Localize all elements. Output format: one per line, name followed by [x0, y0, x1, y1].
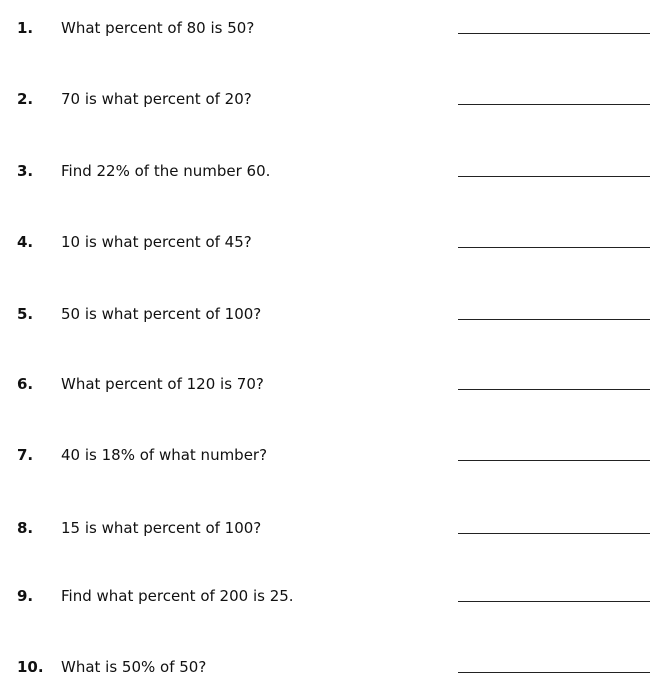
answer-blank[interactable] — [458, 104, 650, 105]
question-text: Find what percent of 200 is 25. — [61, 587, 294, 605]
answer-blank[interactable] — [458, 33, 650, 34]
answer-blank[interactable] — [458, 672, 650, 673]
answer-blank[interactable] — [458, 247, 650, 248]
question-row-9 — [0, 585, 665, 609]
question-number: 8. — [17, 519, 34, 537]
question-text: What percent of 120 is 70? — [61, 375, 264, 393]
question-row-2 — [0, 88, 665, 112]
answer-blank[interactable] — [458, 389, 650, 390]
question-row-8 — [0, 517, 665, 541]
question-number: 7. — [17, 446, 34, 464]
question-text: 40 is 18% of what number? — [61, 446, 268, 464]
answer-blank[interactable] — [458, 319, 650, 320]
question-text: 15 is what percent of 100? — [61, 519, 262, 537]
question-row-6 — [0, 373, 665, 397]
answer-blank[interactable] — [458, 460, 650, 461]
question-number: 4. — [17, 233, 34, 251]
question-text: 10 is what percent of 45? — [61, 233, 252, 251]
question-text: 70 is what percent of 20? — [61, 90, 252, 108]
question-number: 3. — [17, 162, 34, 180]
question-text: What is 50% of 50? — [61, 658, 207, 676]
question-number: 10. — [17, 658, 44, 676]
question-row-4 — [0, 231, 665, 255]
answer-blank[interactable] — [458, 601, 650, 602]
question-row-1 — [0, 17, 665, 41]
question-row-3 — [0, 160, 665, 184]
question-text: What percent of 80 is 50? — [61, 19, 255, 37]
question-text: Find 22% of the number 60. — [61, 162, 271, 180]
question-row-10 — [0, 656, 665, 680]
question-row-5 — [0, 303, 665, 327]
question-text: 50 is what percent of 100? — [61, 305, 262, 323]
question-number: 9. — [17, 587, 34, 605]
question-number: 6. — [17, 375, 34, 393]
question-row-7 — [0, 444, 665, 468]
answer-blank[interactable] — [458, 533, 650, 534]
answer-blank[interactable] — [458, 176, 650, 177]
question-number: 2. — [17, 90, 34, 108]
question-number: 5. — [17, 305, 34, 323]
question-number: 1. — [17, 19, 34, 37]
